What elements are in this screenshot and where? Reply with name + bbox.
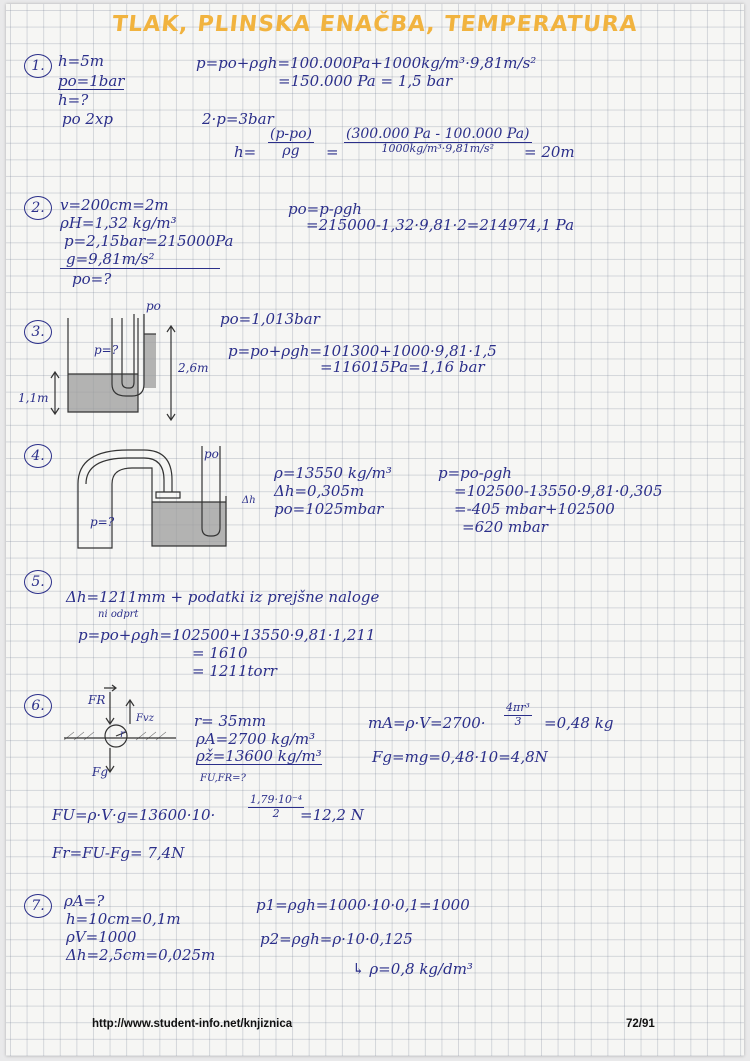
problem-4-po-label: po (204, 447, 219, 461)
footer-url[interactable]: http://www.student-info.net/knjiznica (92, 1018, 293, 1030)
problem-5-equation: p=po+ρgh=102500+13550·9,81·1,211 (78, 626, 376, 644)
problem-5-given: Δh=1211mm + podatki iz prejšne naloge (66, 588, 380, 606)
problem-3-p-label: p=? (94, 343, 119, 357)
problem-4-given-po: po=1025mbar (274, 500, 384, 518)
problem-1-fraction-symbolic: $\frac{(p-po)}{\rho g}$ (270, 126, 313, 160)
problem-7-p2: p2=ρgh=ρ·10·0,125 (260, 930, 413, 948)
problem-1-equals: = (326, 143, 339, 161)
page-title: TLAK, PLINSKA ENAČBA, TEMPERATURA (110, 12, 640, 37)
problem-6-weight: Fg=mg=0,48·10=4,8N (372, 748, 548, 766)
problem-6-fvz-label: Fvz (136, 713, 154, 724)
problem-3-result: =116015Pa=1,16 bar (320, 358, 485, 376)
problem-6-r-label: r (120, 729, 125, 740)
problem-2-equation: po=p-ρgh (288, 200, 362, 218)
problem-6-unknown: FU,FR=? (200, 773, 246, 784)
problem-1-fraction-numeric: (300.000 Pa - 100.000 Pa) 1000kg/m³·9,81m/s² (346, 126, 530, 156)
problem-1-equation: p=po+ρgh=100.000Pa+1000kg/m³·9,81m/s² (196, 54, 537, 72)
problem-6-buoyancy-fraction: $\frac{\text{1,79·10⁻⁴}}{2}$ (250, 793, 303, 820)
problem-1-note: po 2xp (62, 110, 114, 128)
problem-3-level-arrow (48, 370, 62, 418)
problem-6-given-rho-z: ρž=13600 kg/m³ (196, 747, 322, 765)
problem-2-number: 2. (24, 196, 52, 220)
problem-4-dh-label: Δh (242, 495, 256, 506)
problem-2-given-g: g=9,81m/s² (66, 250, 155, 268)
problem-7-given-h: h=10cm=0,1m (66, 910, 181, 928)
problem-7-result: ↳ ρ=0,8 kg/dm³ (352, 960, 473, 978)
problem-3-height-arrow (164, 324, 178, 424)
problem-6-mass-result: =0,48 kg (544, 714, 614, 732)
problem-2-given-v: v=200cm=2m (60, 196, 169, 214)
problem-4-given-dh: Δh=0,305m (274, 482, 365, 500)
problem-4-p-label: p=? (90, 515, 115, 529)
problem-5-result-2: = 1211torr (192, 662, 277, 680)
problem-6-number: 6. (24, 694, 52, 718)
problem-4-result: =620 mbar (462, 518, 548, 536)
problem-2-unknown: po=? (72, 270, 112, 288)
problem-6-buoyancy-result: =12,2 N (300, 806, 364, 824)
problem-3-given-po: po=1,013bar (220, 310, 320, 328)
problem-7-p1: p1=ρgh=1000·10·0,1=1000 (256, 896, 470, 914)
problem-7-given-rho-v: ρV=1000 (66, 928, 137, 946)
footer-page-number: 72/91 (626, 1018, 655, 1030)
problem-2-given-rho: ρH=1,32 kg/m³ (60, 214, 177, 232)
problem-6-given-r: r= 35mm (194, 712, 267, 730)
problem-4-equation: p=po-ρgh (438, 464, 512, 482)
problem-3-number: 3. (24, 320, 52, 344)
problem-7-given-dh: Δh=2,5cm=0,025m (66, 946, 216, 964)
problem-1-result: =150.000 Pa = 1,5 bar (278, 72, 453, 90)
problem-2-underline (60, 268, 220, 269)
problem-3-level-label: 1,1m (18, 391, 49, 405)
problem-6-volume-fraction: $\frac{\text{4πr³}}{3}$ (506, 701, 530, 728)
problem-4-intermediate: =-405 mbar+102500 (454, 500, 615, 518)
problem-6-mass-equation: mA=ρ·V=2700· (368, 714, 486, 732)
problem-3-po-label: po (146, 299, 161, 313)
problem-7-given-rho-a: ρA=? (64, 892, 105, 910)
problem-2-result: =215000-1,32·9,81·2=214974,1 Pa (306, 216, 575, 234)
problem-6-resultant-force: Fr=FU-Fg= 7,4N (52, 844, 185, 862)
problem-4-given-rho: ρ=13550 kg/m³ (274, 464, 392, 482)
problem-6-given-rho-a: ρA=2700 kg/m³ (196, 730, 316, 748)
problem-1-h-label: h= (234, 143, 257, 161)
problem-5-result-1: = 1610 (192, 644, 248, 662)
problem-5-note: ni odprt (98, 609, 139, 620)
problem-7-number: 7. (24, 894, 52, 918)
problem-4-number: 4. (24, 444, 52, 468)
problem-6-buoyancy-equation: FU=ρ·V·g=13600·10· (52, 806, 216, 824)
problem-1-given-h: h=5m (58, 52, 104, 70)
problem-1-given-po: po=1bar (58, 72, 125, 90)
problem-2-given-p: p=2,15bar=215000Pa (64, 232, 234, 250)
problem-1-number: 1. (24, 54, 52, 78)
problem-4-substitution: =102500-13550·9,81·0,305 (454, 482, 663, 500)
problem-6-fr-label: FR (88, 693, 106, 707)
problem-1-unknown: h=? (58, 91, 89, 109)
problem-1-double-pressure: 2·p=3bar (202, 110, 274, 128)
problem-3-height-label: 2,6m (178, 361, 209, 375)
problem-3-equation: p=po+ρgh=101300+1000·9,81·1,5 (228, 342, 497, 360)
problem-6-fg-label: Fg (92, 765, 109, 779)
notebook-page (6, 4, 744, 1056)
problem-5-number: 5. (24, 570, 52, 594)
problem-1-answer: = 20m (524, 143, 575, 161)
